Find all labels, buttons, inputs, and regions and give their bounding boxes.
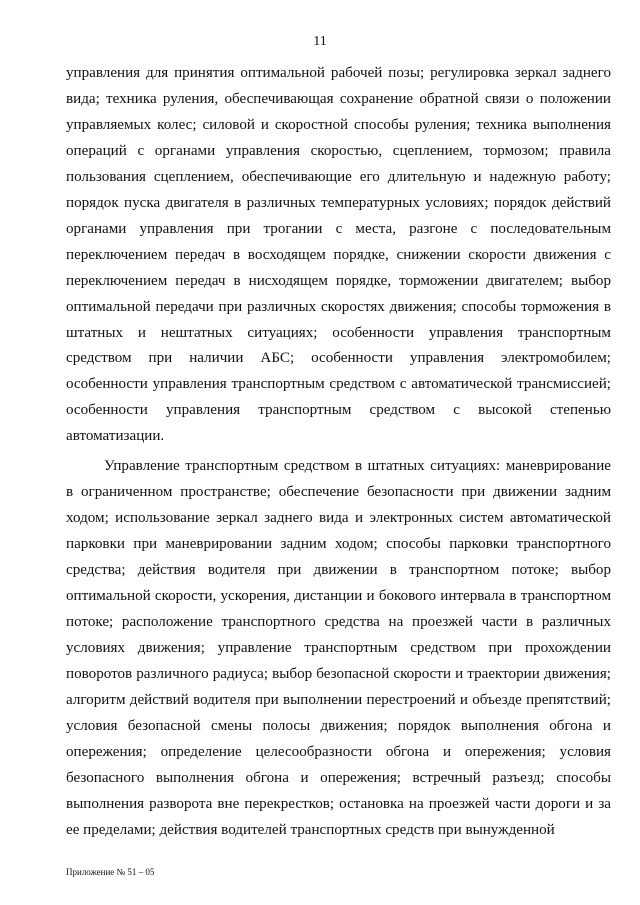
page-number: 11 (313, 34, 327, 49)
paragraph-2: Управление транспортным средством в штатных ситуациях: маневрирование в ограниченном пространстве; обеспечение безопасности при движении задним ходом; использование зеркал заднего вида и электронных систем автоматической парковки при маневрировании задним ходом; способы парковки транспортного средства; действия водителя при движении в транспортном потоке; выбор оптимальной скорости, ускорения, дистанции и бокового интервала в транспортном потоке; расположение транспортного средства на проезжей части в различных условиях движения; управление транспортным средством при прохождении поворотов различного радиуса; выбор безопасной скорости и траектории движения; алгоритм действий водителя при выполнении перестроений и объезде препятствий; условия безопасной смены полосы движения; порядок выполнения обгона и опережения; определение целесообразности обгона и опережения; условия безопасного выполнения обгона и опережения; встречный разъезд; способы выполнения разворота вне перекрестков; остановка на проезжей части дороги и за ее пределами; действия водителей транспортных средств при вынужденной (66, 458, 611, 838)
footer-note: Приложение № 51 – 05 (66, 867, 155, 877)
body-text (66, 61, 611, 844)
paragraph-1: управления для принятия оптимальной рабочей позы; регулировка зеркал заднего вида; техника руления, обеспечивающая сохранение обратной связи о положении управляемых колес; силовой и скоростной способы руления; техника выполнения операций с органами управления скоростью, сцеплением, тормозом; правила пользования сцеплением, обеспечивающие его длительную и надежную работу; порядок пуска двигателя в различных температурных условиях; порядок действий органами управления при трогании с места, разгоне с последовательным переключением передач в восходящем порядке, снижении скорости движения с переключением передач в нисходящем порядке, торможении двигателем; выбор оптимальной передачи при различных скоростях движения; способы торможения в штатных и нештатных ситуациях; особенности управления транспортным средством при наличии АБС; особенности управления электромобилем; особенности управления транспортным средством с автоматической трансмиссией; особенности управления транспортным средством с высокой степенью автоматизации. (66, 65, 611, 445)
